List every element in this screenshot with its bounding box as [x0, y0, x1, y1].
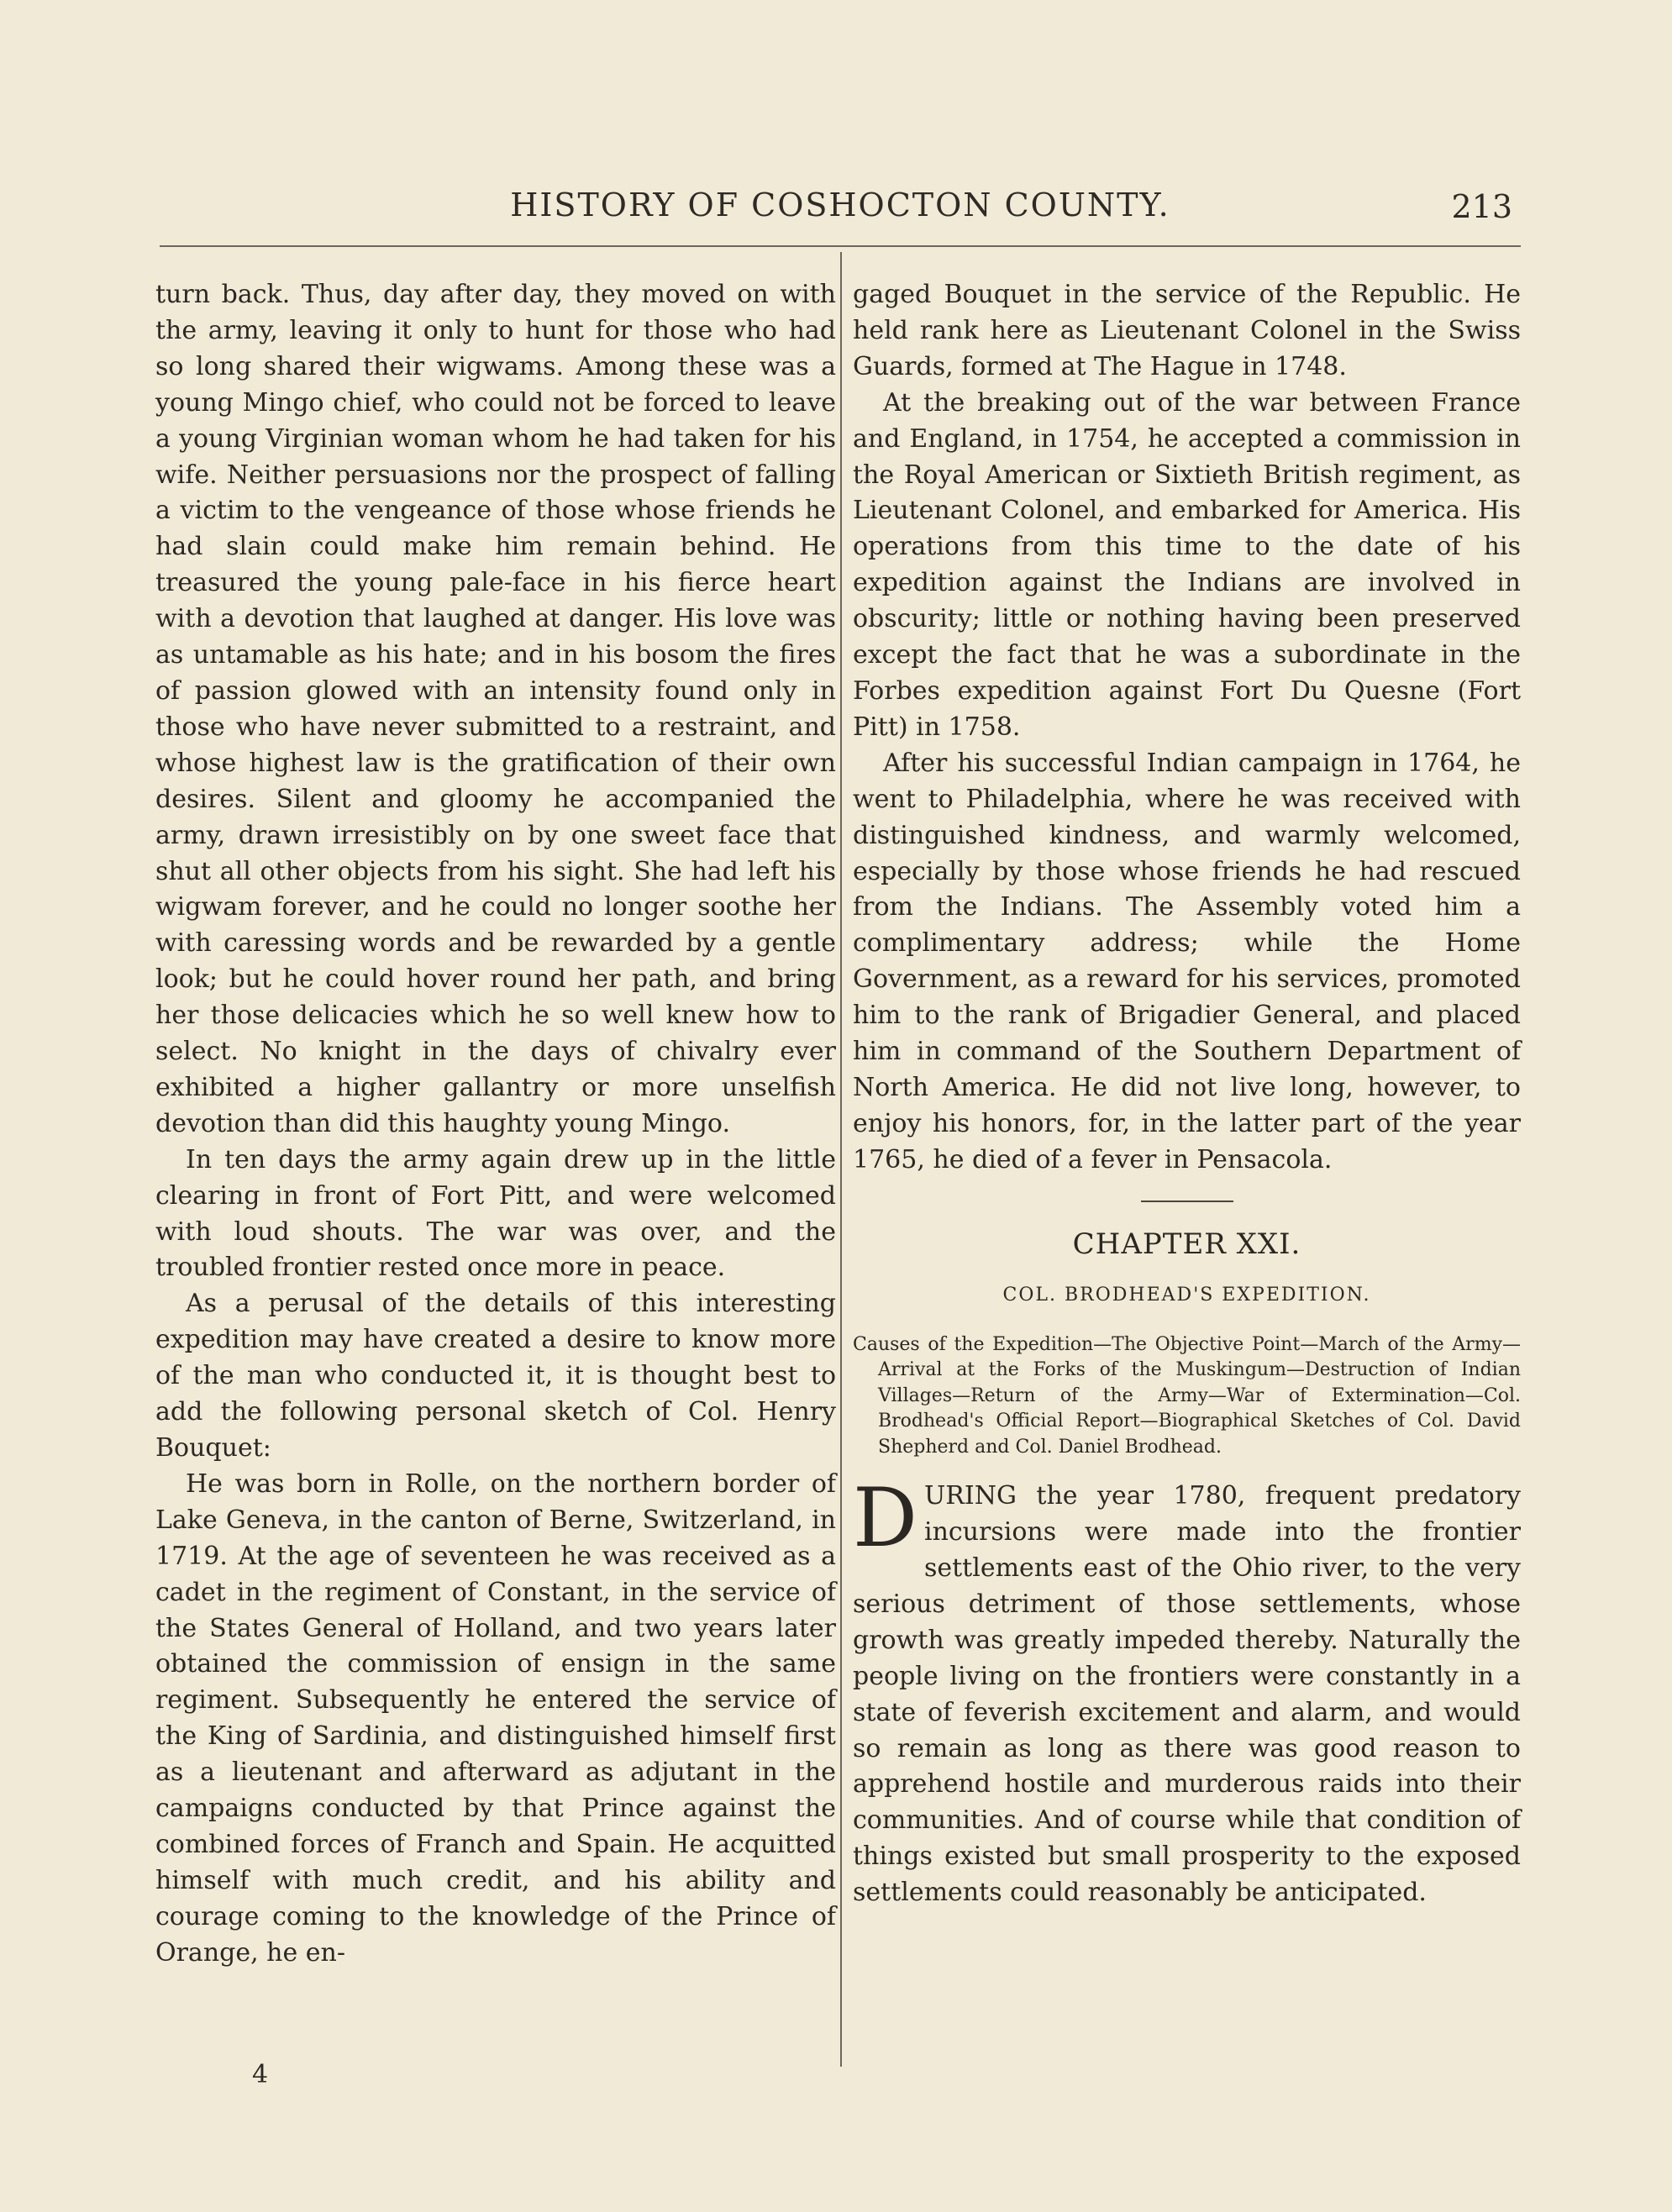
opening-text: URING the year 1780, frequent predatory incursions were made into the frontier settlements east of the Ohio river, to the very serious detriment of those settlements, whose growth was greatly impeded thereby. Naturally the people living on the frontiers were constantly in a state of feverish excitement and alarm, and would so remain as long as there was good reason to apprehend hostile and murderous raids into their communities. And of course while that condition of things existed but small prosperity to the exposed settlements could reasonably be anticipated.	[853, 1481, 1521, 1908]
page-number: 213	[1451, 188, 1512, 225]
signature-mark: 4	[252, 2060, 269, 2089]
left-column	[155, 277, 836, 1972]
paragraph-return-fort-pitt: In ten days the army again drew up in the little clearing in front of Fort Pitt, and were welcomed with loud shouts. The war was over, and the troubled frontier rested once more in peace.	[155, 1144, 836, 1283]
paragraph-bouquet-birth: He was born in Rolle, on the northern border of Lake Geneva, in the canton of Berne, Switzerland, in 1719. At the age of seventeen he was received as a cadet in the regiment of Constant, in the service of the States General of Holland, and two years later obtained the commission of ensign in the same regiment. Subsequently he entered the service of the King of Sardinia, and distinguished himself first as a lieutenant and afterward as adjutant in the campaigns conducted by that Prince against the combined forces of Franch and Spain. He acquitted himself with much credit, and his ability and courage coming to the knowledge of the Prince of Orange, he en-	[155, 1469, 836, 1968]
chapter-opening-paragraph	[853, 1471, 1521, 1911]
chapter-synopsis: Causes of the Expedition—The Objective Point—March of the Army—Arrival at the Forks of the Muskingum—Destruction of Indian Villages—Return of the Army—War of Extermination—Col. Brodhead's Official Report—Biographical Sketches of Col. David Shepherd and Col. Daniel Brodhead.	[853, 1333, 1521, 1458]
chapter-subtitle: COL. BRODHEAD'S EXPEDITION.	[1002, 1284, 1371, 1306]
paragraph-mingo-chief: turn back. Thus, day after day, they moved on with the army, leaving it only to hunt for those who had so long shared their wigwams. Among these was a young Mingo chief, who could not be forced to leave a young Virginian woman whom he had taken for his wife. Neither persuasions nor the prospect of falling a victim to the vengeance of those whose friends he had slain could make him remain behind. He treasured the young pale-face in his fierce heart with a devotion that laughed at danger. His love was as untamable as his hate; and in his bosom the fires of passion glowed with an intensity found only in those who have never submitted to a restraint, and whose highest law is the gratification of their own desires. Silent and gloomy he accompanied the army, drawn irresistibly on by one sweet face that shut all other objects from his sight. She had left his wigwam forever, and he could no longer soothe her with caressing words and be rewarded by a gentle look; but he could hover round her path, and bring her those delicacies which he so well knew how to select. No knight in the days of chivalry ever exhibited a higher gallantry or more unselfish devotion than did this haughty young Mingo.	[155, 280, 836, 1138]
paragraph-bouquet-intro: As a perusal of the details of this interesting expedition may have created a desire to know more of the man who conducted it, it is thought best to add the following personal sketch of Col. Henry Bouquet:	[155, 1289, 836, 1463]
chapter-title: CHAPTER XXI.	[1072, 1227, 1301, 1261]
right-column	[853, 277, 1521, 1911]
paragraph-bouquet-america: At the breaking out of the war between France and England, in 1754, he accepted a commission in the Royal American or Sixtieth British regiment, as Lieutenant Colonel, and embarked for America. His operations from this time to the date of his expedition against the Indians are involved in obscurity; little or nothing having been preserved except the fact that he was a subordinate in the Forbes expedition against Fort Du Quesne (Fort Pitt) in 1758.	[853, 387, 1521, 742]
paragraph-bouquet-republic: gaged Bouquet in the service of the Republic. He held rank here as Lieutenant Colonel in the Swiss Guards, formed at The Hague in 1748.	[853, 280, 1521, 381]
header-rule	[160, 245, 1521, 247]
column-divider	[840, 252, 842, 2067]
running-header-title: HISTORY OF COSHOCTON COUNTY.	[510, 187, 1170, 223]
paragraph-bouquet-philadelphia: After his successful Indian campaign in 1764, he went to Philadelphia, where he was received with distinguished kindness, and warmly welcomed, especially by those whose friends he had rescued from the Indians. The Assembly voted him a complimentary address; while the Home Government, as a reward for his services, promoted him to the rank of Brigadier General, and placed him in command of the Southern Department of North America. He did not live long, however, to enjoy his honors, for, in the latter part of the year 1765, he died of a fever in Pensacola.	[853, 748, 1521, 1174]
drop-cap: D	[853, 1471, 917, 1566]
section-divider	[1141, 1201, 1233, 1202]
